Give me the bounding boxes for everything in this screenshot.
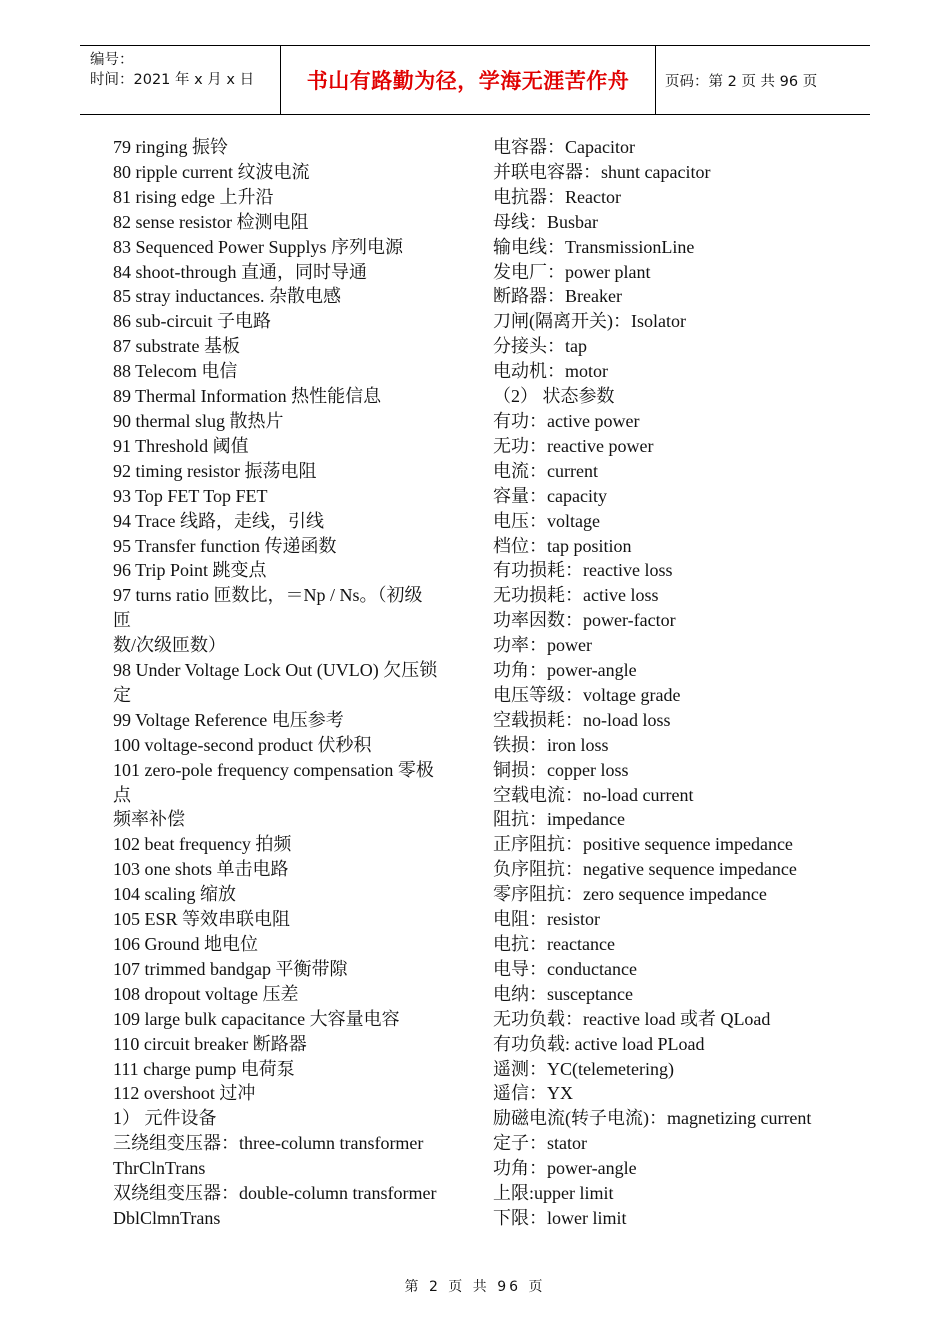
term-line: 电阻：resistor <box>493 909 600 930</box>
term-line: 无功：reactive power <box>493 435 654 456</box>
term-line: 87 substrate 基板 <box>113 336 240 357</box>
term-line: 空载损耗：no-load loss <box>493 709 671 730</box>
term-line: 80 ripple current 纹波电流 <box>113 161 310 182</box>
term-line: 电导：conductance <box>493 958 637 979</box>
term-line: 铁损：iron loss <box>493 734 609 755</box>
term-line: 84 shoot-through 直通，同时导通 <box>113 261 367 282</box>
term-line: 90 thermal slug 散热片 <box>113 410 284 431</box>
term-line: 105 ESR 等效串联电阻 <box>113 909 291 930</box>
term-line: 有功：active power <box>493 410 640 431</box>
page-footer: 第 2 页 共 96 页 <box>404 1279 546 1295</box>
term-line: 有功损耗：reactive loss <box>493 560 673 581</box>
term-line: 功率因数：power-factor <box>493 610 676 631</box>
term-line: 下限：lower limit <box>493 1207 627 1228</box>
term-line: 111 charge pump 电荷泵 <box>113 1058 295 1079</box>
term-line: 并联电容器：shunt capacitor <box>493 161 711 182</box>
term-line: 档位：tap position <box>493 535 632 556</box>
term-line: 95 Transfer function 传递函数 <box>113 535 337 556</box>
term-line: 点 <box>113 784 131 805</box>
term-line: 107 trimmed bandgap 平衡带隙 <box>113 958 348 979</box>
term-line: 108 dropout voltage 压差 <box>113 983 299 1004</box>
term-line: 88 Telecom 电信 <box>113 361 238 382</box>
left-term-column <box>113 135 463 1231</box>
term-line: 阻抗：impedance <box>493 809 625 830</box>
term-line: 81 rising edge 上升沿 <box>113 186 274 207</box>
term-line: 定子：stator <box>493 1133 587 1154</box>
term-line: 100 voltage-second product 伏秒积 <box>113 734 372 755</box>
term-line: 99 Voltage Reference 电压参考 <box>113 709 344 730</box>
document-time-label: 时间：2021 年 x 月 x 日 <box>90 72 255 88</box>
term-line: 有功负载: active load PLoad <box>493 1033 705 1054</box>
term-line: 电压等级：voltage grade <box>493 684 681 705</box>
term-line: 分接头：tap <box>493 336 587 357</box>
term-line: （2） 状态参数 <box>493 386 615 407</box>
term-line: 98 Under Voltage Lock Out (UVLO) 欠压锁 <box>113 660 438 681</box>
term-line: 铜损：copper loss <box>493 759 629 780</box>
page-header <box>80 45 870 115</box>
header-motto: 书山有路勤为径，学海无涯苦作舟 <box>306 69 630 93</box>
term-line: 遥信：YX <box>493 1083 573 1104</box>
term-line: 上限:upper limit <box>493 1183 614 1204</box>
term-line: 零序阻抗：zero sequence impedance <box>493 884 767 905</box>
document-number-label: 编号： <box>90 52 134 68</box>
term-line: 94 Trace 线路，走线，引线 <box>113 510 324 531</box>
header-page-info: 页码：第 2 页 共 96 页 <box>665 73 818 90</box>
term-line: 103 one shots 单击电路 <box>113 859 289 880</box>
term-line: 102 beat frequency 拍频 <box>113 834 292 855</box>
term-line: 发电厂：power plant <box>493 261 651 282</box>
term-line: 85 stray inductances. 杂散电感 <box>113 286 341 307</box>
term-line: 功率：power <box>493 635 592 656</box>
term-line: 母线：Busbar <box>493 211 598 232</box>
term-line: 电容器：Capacitor <box>493 137 635 157</box>
term-line: 双绕组变压器：double-column transformer <box>113 1183 437 1204</box>
term-line: 110 circuit breaker 断路器 <box>113 1033 307 1054</box>
term-line: 数/次级匝数） <box>113 635 227 656</box>
term-line: DblClmnTrans <box>113 1207 221 1228</box>
term-line: 97 turns ratio 匝数比，＝Np / Ns。（初级 <box>113 585 423 606</box>
term-line: 电抗器：Reactor <box>493 186 621 207</box>
term-line: 电动机：motor <box>493 361 608 382</box>
term-line: 无功损耗：active loss <box>493 585 659 606</box>
term-line: 109 large bulk capacitance 大容量电容 <box>113 1008 400 1029</box>
term-line: 83 Sequenced Power Supplys 序列电源 <box>113 236 403 257</box>
term-line: 1） 元件设备 <box>113 1108 217 1129</box>
term-line: 励磁电流(转子电流)：magnetizing current <box>493 1108 812 1129</box>
term-line: 输电线：TransmissionLine <box>493 236 695 257</box>
term-line: 82 sense resistor 检测电阻 <box>113 211 309 232</box>
term-line: 104 scaling 缩放 <box>113 884 236 905</box>
term-line: 功角：power-angle <box>493 1158 637 1179</box>
term-line: 电抗：reactance <box>493 934 615 954</box>
term-line: 92 timing resistor 振荡电阻 <box>113 460 317 481</box>
term-line: 刀闸(隔离开关)：Isolator <box>493 311 686 332</box>
term-line: 电流：current <box>493 460 598 481</box>
term-line: 101 zero-pole frequency compensation 零极 <box>113 759 434 780</box>
term-line: 定 <box>113 684 131 705</box>
term-line: 匝 <box>113 610 131 631</box>
term-line: 空载电流：no-load current <box>493 784 694 805</box>
term-line: 无功负载：reactive load 或者 QLoad <box>493 1008 771 1029</box>
term-line: 功角：power-angle <box>493 660 637 681</box>
term-line: 频率补偿 <box>113 809 185 830</box>
term-line: 106 Ground 地电位 <box>113 934 258 954</box>
term-line: 电压：voltage <box>493 510 600 531</box>
term-line: 112 overshoot 过冲 <box>113 1083 256 1104</box>
header-meta <box>80 46 280 118</box>
term-line: 93 Top FET Top FET <box>113 485 268 506</box>
term-line: 96 Trip Point 跳变点 <box>113 560 267 581</box>
term-line: 86 sub-circuit 子电路 <box>113 311 271 332</box>
term-line: ThrClnTrans <box>113 1158 206 1179</box>
term-line: 容量：capacity <box>493 485 607 506</box>
term-line: 91 Threshold 阈值 <box>113 435 249 456</box>
term-line: 79 ringing 振铃 <box>113 137 228 157</box>
term-line: 遥测：YC(telemetering) <box>493 1058 674 1079</box>
term-line: 三绕组变压器：three-column transformer <box>113 1133 424 1154</box>
term-line: 正序阻抗：positive sequence impedance <box>493 834 793 855</box>
term-line: 负序阻抗：negative sequence impedance <box>493 859 797 880</box>
header-motto-cell <box>280 46 656 114</box>
term-line: 电纳：susceptance <box>493 983 633 1004</box>
term-line: 89 Thermal Information 热性能信息 <box>113 386 382 407</box>
term-line: 断路器：Breaker <box>493 286 622 307</box>
right-term-column <box>493 135 853 1231</box>
